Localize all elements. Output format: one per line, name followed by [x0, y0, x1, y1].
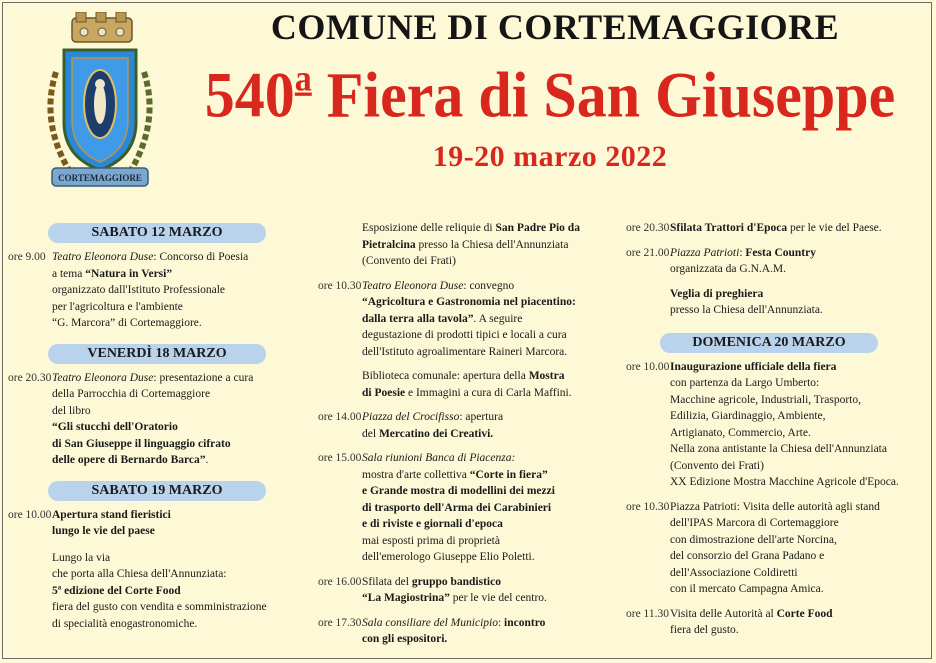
day-header: SABATO 19 MARZO: [48, 481, 266, 501]
event-description: Biblioteca comunale: apertura della Mostra di Poesie e Immagini a cura di Carla Maffini.: [362, 370, 572, 399]
schedule-column-3: [626, 220, 926, 647]
event-time: ore 20.30: [626, 222, 670, 234]
event-description: Esposizione delle reliquie di San Padre Pio da Pietralcina presso la Chiesa dell'Annunziata (Convento dei Frati): [362, 222, 580, 267]
event-time: ore 10.00: [626, 360, 670, 373]
event-item: [626, 286, 926, 319]
event-time: ore 11.30: [626, 607, 670, 620]
event-item: [318, 615, 618, 648]
venue: Sala consiliare del Municipio: [362, 616, 498, 629]
event-description: Visita delle Autorità al Corte Food fiera del gusto.: [670, 607, 833, 636]
venue: Sala riunioni Banca di Piacenza:: [362, 452, 516, 464]
event-item: [318, 368, 618, 401]
venue: Teatro Eleonora Duse: [362, 279, 464, 292]
day-header: VENERDÌ 18 MARZO: [48, 344, 266, 364]
event-description: Teatro Eleonora Duse: presentazione a cura della Parrocchia di Cortemaggiore del libro “Gli stucchi dell'Oratorio di San Giuseppe il linguaggio cifrato delle opere di Bernardo Barca”.: [52, 371, 254, 466]
event-description: Teatro Eleonora Duse: Concorso di Poesia a tema “Natura in Versi” organizzato dall'Istituto Professionale per l'agricoltura e l'ambiente “G. Marcora” di Cortemaggiore.: [52, 251, 249, 329]
event-time: ore 20.30: [8, 371, 52, 384]
fair-dates: 19-20 marzo 2022: [432, 140, 668, 173]
event-description: Piazza Patrioti: Festa Country organizzata da G.N.A.M.: [670, 246, 816, 275]
event-item: [8, 507, 298, 540]
event-item: [8, 370, 298, 469]
schedule-column-1: [8, 223, 298, 640]
event-time: ore 9.00: [8, 251, 46, 263]
event-description: Sfilata Trattori d'Epoca per le vie del Paese.: [670, 222, 882, 234]
event-item: [318, 278, 618, 361]
venue: Teatro Eleonora Duse: [52, 251, 154, 263]
event-item: [318, 450, 618, 566]
title-ordinal: a: [294, 59, 312, 100]
event-time: ore 10.30: [626, 500, 670, 513]
day-header: SABATO 12 MARZO: [48, 223, 266, 243]
fair-title: [190, 58, 910, 133]
event-time: ore 10.30: [318, 279, 362, 292]
event-item: [318, 220, 618, 270]
event-time: ore 16.00: [318, 575, 362, 588]
event-description: Teatro Eleonora Duse: convegno “Agricoltura e Gastronomia nel piacentino: dalla terra alla tavola”. A seguire degustazione di prodotti tipici e locali a cura dell'Istituto agroalimentare Raineri Marcora.: [362, 279, 576, 358]
event-description: Inaugurazione ufficiale della fiera con partenza da Largo Umberto: Macchine agricole, Industriali, Trasporto, Edilizia, Giardinaggio, Ambiente, Artigianato, Commercio, Arte. Nella zona antistante la Chiesa dell'Annunziata (Convento dei Frati) XX Edizione Mostra Macchine Agricole d'Epoca.: [670, 360, 899, 488]
event-time: ore 10.00: [8, 508, 52, 521]
venue: Piazza del Crocifisso: [362, 411, 460, 423]
event-time: ore 21.00: [626, 246, 670, 259]
crown-icon: [72, 12, 132, 42]
venue: Piazza Patrioti: [670, 246, 740, 259]
municipal-crest: [36, 12, 164, 198]
event-item: [8, 550, 298, 633]
crest-banner-text: CORTEMAGGIORE: [58, 173, 142, 183]
event-description: Sala consiliare del Municipio: incontro con gli espositori.: [362, 616, 546, 645]
schedule-column-2: [318, 220, 618, 656]
event-item: [626, 499, 926, 598]
event-time: ore 17.30: [318, 616, 362, 629]
event-item: [626, 359, 926, 491]
event-description: Apertura stand fieristici lungo le vie del paese: [52, 508, 171, 537]
comune-heading: COMUNE DI CORTEMAGGIORE: [270, 7, 840, 47]
event-item: [626, 220, 926, 237]
event-time: ore 14.00: [318, 411, 362, 423]
event-item: [626, 606, 926, 639]
day-header: DOMENICA 20 MARZO: [660, 333, 878, 353]
event-description: Sala riunioni Banca di Piacenza: mostra d'arte collettiva “Corte in fiera” e Grande mostra di modellini dei mezzi di trasporto dell'Arma dei Carabinieri e di riviste e giornali d'epoca mai esposti prima di proprietà dell'emerologo Giuseppe Elio Poletti.: [362, 450, 618, 566]
event-item: [8, 249, 298, 332]
venue: Teatro Eleonora Duse: [52, 371, 154, 384]
title-number: 540: [204, 59, 295, 131]
title-text: Fiera di San Giuseppe: [311, 59, 896, 131]
event-description: Piazza del Crocifisso: apertura del Mercatino dei Creativi.: [362, 411, 504, 440]
event-description: Veglia di preghiera presso la Chiesa dell'Annunziata.: [670, 287, 823, 316]
event-item: [626, 245, 926, 278]
event-item: [318, 409, 618, 442]
event-description: Lungo la via che porta alla Chiesa dell'Annunziata: 5ª edizione del Corte Food fiera del gusto con vendita e somministrazione di specialità enogastronomiche.: [52, 551, 267, 630]
event-item: [318, 574, 618, 607]
event-description: Piazza Patrioti: Visita delle autorità agli stand dell'IPAS Marcora di Cortemaggiore con dimostrazione dell'arte Norcina, del consorzio del Grana Padano e dell'Associazione Coldiretti con il mercato Campagna Amica.: [670, 500, 880, 595]
event-description: Sfilata del gruppo bandistico “La Magiostrina” per le vie del centro.: [362, 575, 547, 604]
event-time: ore 15.00: [318, 452, 362, 464]
